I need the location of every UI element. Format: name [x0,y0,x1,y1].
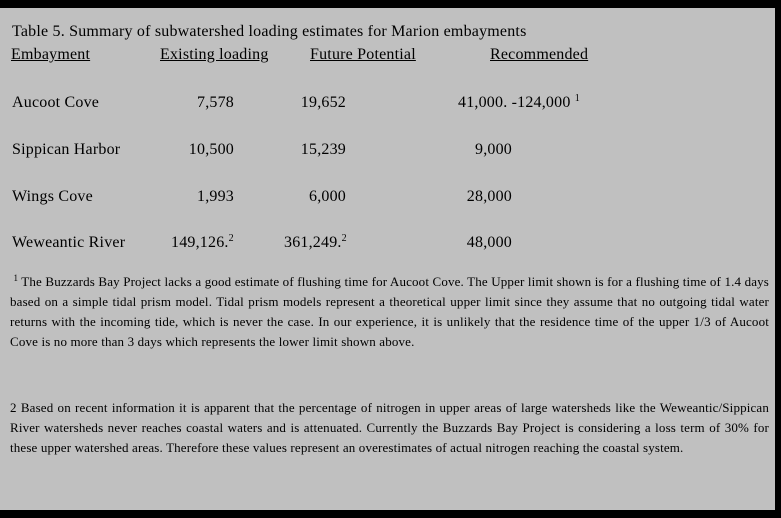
row-recommended: 9,000 [475,141,512,158]
row-existing-loading: 1,993 [197,188,234,205]
row-embayment-name: Wings Cove [12,188,93,205]
row-future-potential: 6,000 [309,188,346,205]
table-title: Table 5. Summary of subwatershed loading estimates for Marion embayments [12,23,527,40]
row-existing-loading: 149,126.$^2$ [171,233,234,251]
footnote-marker: 2 [341,233,347,244]
row-recommended: 48,000 [466,234,512,251]
header-embayment: Embayment [11,46,91,63]
row-existing-loading: 7,578 [197,94,234,111]
row-recommended: 28,000 [466,188,512,205]
row-embayment-name: Aucoot Cove [12,94,100,111]
header-recommended: Recommended [490,46,589,63]
row-recommended: 41,000. -124,000 $^1$ [458,93,580,111]
footnote-2: 2 Based on recent information it is apparent that the percentage of nitrogen in upper areas of large watersheds like the Weweantic/Sippican River watersheds never reaches coastal waters and is attenuated. Currently the Buzzards Bay Project is considering a loss term of 30% for these upper watershed areas. Therefore these values represent an overestimates of actual nitrogen reaching the coastal system. [10,400,769,455]
row-embayment-name: Weweantic River [12,234,126,251]
row-future-potential: 19,652 [300,94,346,111]
table-panel [0,8,775,510]
row-embayment-name: Sippican Harbor [12,141,121,158]
bottom-border [0,510,781,518]
footnote-marker: 1 [13,273,19,283]
row-future-potential: 361,249.$^2$ [284,233,347,251]
row-future-potential: 15,239 [300,141,346,158]
footnote-marker: 1 [574,93,580,104]
footnote-marker: 2 [228,233,234,244]
row-existing-loading: 10,500 [188,141,234,158]
header-future-potential: Future Potential [310,46,416,63]
footnote-1: $^1$ The Buzzards Bay Project lacks a good estimate of flushing time for Aucoot Cove. The Upper limit shown is for a flushing time of 1.4 days based on a simple tidal prism model. Tidal prism models represent a theoretical upper limit since they assume that no outgoing tidal water returns with the incoming tide, which is never the case. In our experience, it is unlikely that the residence time of the upper 1/3 of Aucoot Cove is no more than 3 days which represents the lower limit shown above. [10,273,770,349]
header-existing-loading: Existing loading [160,46,269,63]
